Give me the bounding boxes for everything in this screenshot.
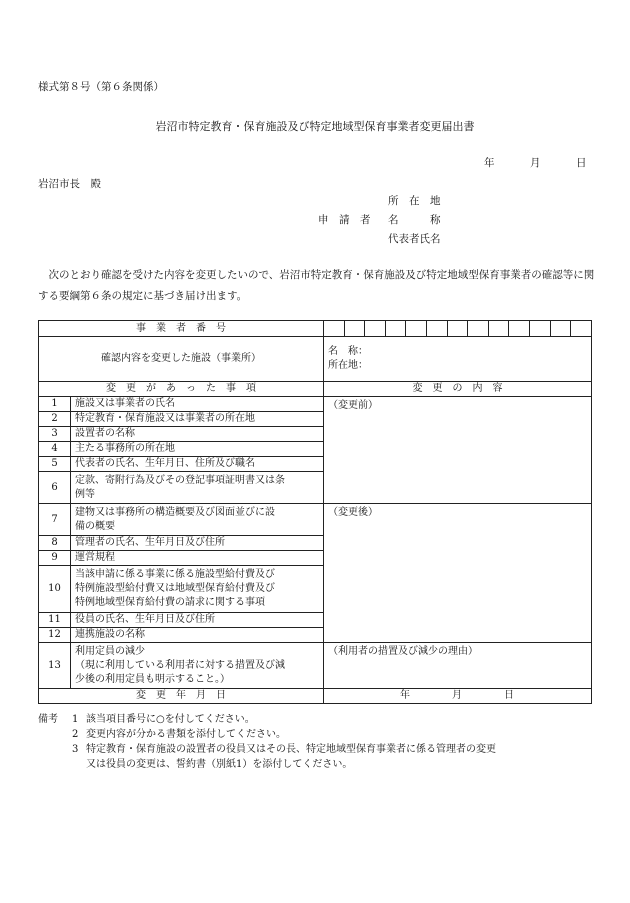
operator-number-row <box>39 321 592 337</box>
after-content-cell[interactable] <box>324 504 592 643</box>
date-month: 月 <box>530 157 541 169</box>
header-row <box>39 382 592 397</box>
item-number[interactable]: 12 <box>39 628 71 643</box>
note-text: 特定教育・保育施設の設置者の役員又はその長、特定地域型保育事業者に係る管理者の変更 <box>86 744 496 755</box>
item-text: 特定教育・保育施設又は事業者の所在地 <box>71 412 324 427</box>
digit-box[interactable] <box>324 321 344 336</box>
digit-box[interactable] <box>570 321 591 336</box>
item-text: 管理者の氏名、生年月日及び住所 <box>71 536 324 551</box>
note-number: 1 <box>72 714 79 725</box>
applicant-name-label: 名 称 <box>388 214 441 226</box>
reason-content-cell[interactable] <box>324 643 592 689</box>
item-text: 施設又は事業者の氏名 <box>71 397 324 412</box>
items-header: 変 更 が あ っ た 事 項 <box>39 382 324 397</box>
item-text <box>71 504 324 536</box>
change-date-row <box>39 689 592 704</box>
item-number[interactable]: 4 <box>39 442 71 457</box>
item-number[interactable]: 13 <box>39 643 71 689</box>
applicant-address-label: 所 在 地 <box>388 195 441 207</box>
operator-number-boxes[interactable] <box>324 321 592 337</box>
item-number[interactable]: 8 <box>39 536 71 551</box>
digit-box[interactable] <box>550 321 571 336</box>
applicant-label: 申 請 者 <box>318 214 371 226</box>
note-number: 2 <box>72 729 79 740</box>
date-year: 年 <box>484 157 495 169</box>
notes-label: 備考 <box>38 714 58 725</box>
notes <box>38 712 496 772</box>
note-text: 該当項目番号に○を付してください。 <box>86 714 255 725</box>
item-number[interactable]: 5 <box>39 457 71 472</box>
digit-box[interactable] <box>344 321 365 336</box>
change-date-day: 日 <box>504 690 514 701</box>
item-text: 設置者の名称 <box>71 427 324 442</box>
digit-box[interactable] <box>488 321 509 336</box>
item-number[interactable]: 11 <box>39 613 71 628</box>
applicant-representative-label: 代表者氏名 <box>388 233 441 245</box>
digit-box[interactable] <box>529 321 550 336</box>
change-form-table <box>38 320 592 704</box>
item-text-line: 定款、寄附行為及びその登記事項証明書又は条 <box>75 474 285 486</box>
digit-box[interactable] <box>467 321 488 336</box>
item-text: 運営規程 <box>71 551 324 566</box>
item-text <box>71 643 324 689</box>
facility-row <box>39 337 592 382</box>
item-number[interactable]: 10 <box>39 566 71 613</box>
item-text: 連携施設の名称 <box>71 628 324 643</box>
table-row <box>39 643 592 689</box>
note-text: 変更内容が分かる書類を添付してください。 <box>86 729 286 740</box>
digit-box[interactable] <box>447 321 468 336</box>
item-number[interactable]: 7 <box>39 504 71 536</box>
table-row <box>39 504 592 536</box>
item-text-line: 特例地域型保育給付費の請求に関する事項 <box>75 597 265 608</box>
item-text-line: 特例施設型給付費又は地域型保育給付費及び <box>75 583 275 594</box>
item-number[interactable]: 9 <box>39 551 71 566</box>
item-text: 主たる事務所の所在地 <box>71 442 324 457</box>
date-day: 日 <box>576 157 587 169</box>
item-text-line: 当該申請に係る事業に係る施設型給付費及び <box>75 569 275 580</box>
item-text-line: 備の概要 <box>75 520 115 532</box>
item-text: 役員の氏名、生年月日及び住所 <box>71 613 324 628</box>
item-text-line: 利用定員の減少 <box>75 645 145 657</box>
content-header: 変 更 の 内 容 <box>324 382 592 397</box>
document-title: 岩沼市特定教育・保育施設及び特定地域型保育事業者変更届出書 <box>155 120 475 133</box>
item-text <box>71 472 324 504</box>
item-number[interactable]: 1 <box>39 397 71 412</box>
item-number[interactable]: 3 <box>39 427 71 442</box>
table-row <box>39 397 592 412</box>
change-date-label: 変 更 年 月 日 <box>39 689 324 704</box>
item-text-line: 例等 <box>75 488 95 500</box>
after-label: （変更後） <box>328 507 378 518</box>
item-number[interactable]: 2 <box>39 412 71 427</box>
facility-name-label: 名 称： <box>328 346 368 357</box>
digit-box[interactable] <box>364 321 385 336</box>
item-text-line: 建物又は事務所の構造概要及び図面並びに設 <box>75 506 275 518</box>
note-continuation: 又は役員の変更は、誓約書（別紙1）を添付してください。 <box>86 759 353 770</box>
before-content-cell[interactable] <box>324 397 592 504</box>
before-label: （変更前） <box>328 400 378 411</box>
change-date-year: 年 <box>400 690 410 701</box>
form-label: 様式第８号（第６条関係） <box>38 81 164 93</box>
addressee: 岩沼市長 殿 <box>38 178 101 190</box>
digit-box[interactable] <box>508 321 529 336</box>
change-date-month: 月 <box>452 690 462 701</box>
facility-label: 確認内容を変更した施設（事業所） <box>39 337 324 382</box>
facility-fields[interactable] <box>324 337 592 382</box>
digit-box[interactable] <box>385 321 406 336</box>
item-number[interactable]: 6 <box>39 472 71 504</box>
digit-box[interactable] <box>405 321 426 336</box>
change-date-value[interactable] <box>324 689 592 704</box>
item-text <box>71 566 324 613</box>
digit-box[interactable] <box>426 321 447 336</box>
item-text-line: 少後の利用定員も明示すること。） <box>75 673 230 685</box>
note-number: 3 <box>72 744 79 755</box>
item-text: 代表者の氏名、生年月日、住所及び職名 <box>71 457 324 472</box>
reason-label: （利用者の措置及び減少の理由） <box>328 646 478 657</box>
operator-number-label: 事 業 者 番 号 <box>39 321 324 337</box>
body-paragraph: 次のとおり確認を受けた内容を変更したいので、岩沼市特定教育・保育施設及び特定地域型保育事業者の確認等に関する要綱第６条の規定に基づき届け出ます。 <box>38 269 595 302</box>
item-text-line: （現に利用している利用者に対する措置及び減 <box>75 659 285 671</box>
facility-address-label: 所在地： <box>328 360 368 371</box>
